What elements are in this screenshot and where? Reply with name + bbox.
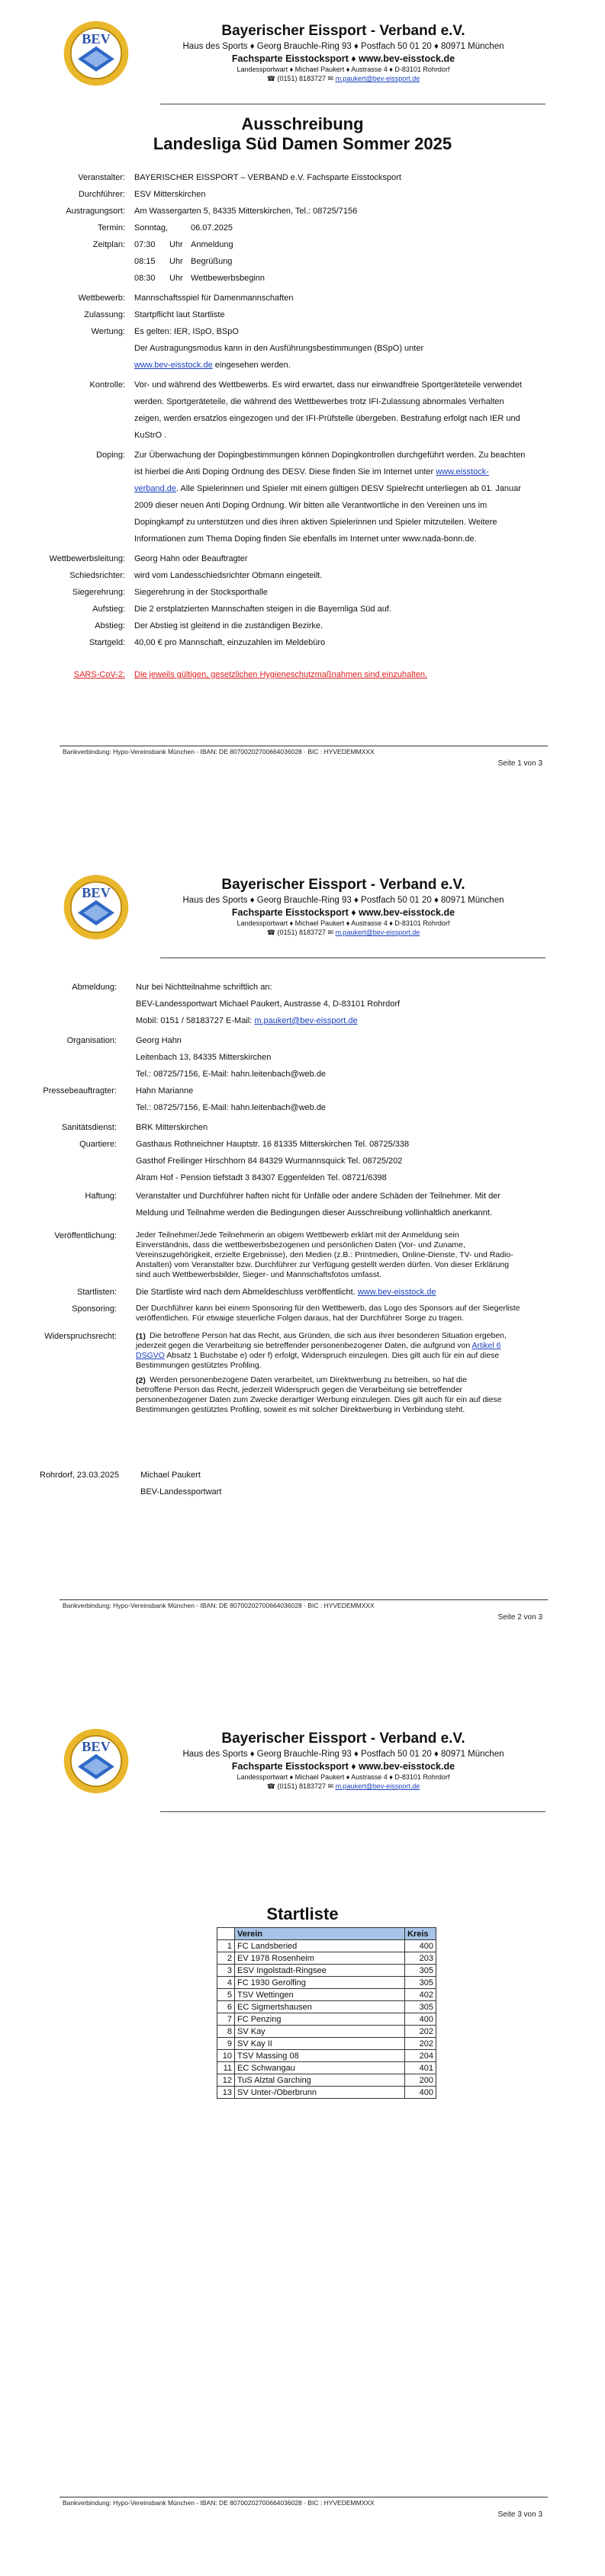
label-wertung: Wertung: — [91, 327, 125, 336]
page-1 — [0, 0, 605, 854]
table-header-verein: Verein — [235, 1928, 405, 1940]
row-number: 1 — [217, 1940, 235, 1952]
kontrolle-line: zeigen, werden ersatzlos eingezogen und der IFI-Prüfstelle übergeben. Bestrafung erfolgt nach IER und — [134, 414, 520, 423]
svg-text:BEV: BEV — [82, 885, 111, 901]
zeitplan-unit: Uhr — [169, 240, 183, 249]
row-number: 9 — [217, 2038, 235, 2050]
veroeff-line: Jeder Teilnehmer/Jede Teilnehmerin an obigem Wettbewerb erklärt mit der Anmeldung sein — [136, 1230, 459, 1240]
footer-bank: Bankverbindung: Hypo-Vereinsbank München - IBAN: DE 80700202700664036028 · BIC : HYVEDEMMXXX — [63, 1602, 375, 1609]
zeitplan-unit: Uhr — [169, 274, 183, 283]
zeitplan-time: 08:30 — [134, 274, 156, 283]
value-abstieg: Der Abstieg ist gleitend in die zuständigen Bezirke. — [134, 621, 323, 630]
row-verein: ESV Ingolstadt-Ringsee — [235, 1965, 405, 1977]
doping-line: Zur Überwachung der Dopingbestimmungen können Dopingkontrollen durchgeführt werden. Zu beachten — [134, 451, 526, 460]
header-divider — [160, 1811, 545, 1812]
row-kreis: 400 — [405, 2087, 436, 2099]
page-number: Seite 3 von 3 — [497, 2510, 542, 2519]
dsgvo-link[interactable]: Artikel 6 — [471, 1341, 501, 1350]
widerspruch-line: Die betroffene Person hat das Recht, aus Gründen, die sich aus ihrer besonderen Situation ergeben, — [150, 1331, 507, 1340]
page-number: Seite 1 von 3 — [497, 759, 542, 768]
row-number: 4 — [217, 1977, 235, 1989]
widerspruch2-line: personenbezogener Daten zum Zwecke derartiger Werbung einzulegen. Dies gilt auch für ein auf diese — [136, 1395, 502, 1404]
widerspruch2-line: Werden personenbezogene Daten verarbeitet, um Direktwerbung zu betreiben, so hat die — [150, 1375, 467, 1384]
row-verein: FC 1930 Gerolfing — [235, 1977, 405, 1989]
row-number: 8 — [217, 2026, 235, 2038]
row-kreis: 400 — [405, 1940, 436, 1952]
letterhead-contact: ☎ (0151) 8183727 ✉ m.paukert@bev-eissport.de — [266, 75, 420, 82]
place-date: Rohrdorf, 23.03.2025 — [40, 1471, 119, 1480]
widerspruch-line: jederzeit gegen die Verarbeitung sie betreffender personenbezogener Daten, die aufgrund von Artikel 6 — [136, 1341, 501, 1350]
doc-subtitle: Landesliga Süd Damen Sommer 2025 — [153, 134, 452, 153]
label-widerspruch: Widerspruchsrecht: — [44, 1332, 117, 1341]
row-number: 3 — [217, 1965, 235, 1977]
value-startlisten: Die Startliste wird nach dem Abmeldeschluss veröffentlicht. www.bev-eisstock.de — [136, 1288, 436, 1297]
footer-divider — [60, 1599, 548, 1600]
row-verein: EV 1978 Rosenheim — [235, 1952, 405, 1965]
page-2 — [0, 854, 605, 1708]
value-startgeld: 40,00 € pro Mannschaft, einzuzahlen im Meldebüro — [134, 638, 326, 647]
eisstock-verband-link[interactable]: www.eisstock- — [436, 467, 489, 476]
label-austragungsort: Austragungsort: — [66, 207, 125, 216]
page-3 — [0, 1708, 605, 2562]
label-doping: Doping: — [96, 451, 125, 460]
row-kreis: 401 — [405, 2062, 436, 2074]
value-zulassung: Startpflicht laut Startliste — [134, 310, 225, 319]
veroeff-line: sind auch Wettbewerbsbilder, Sieger- und Mannschaftsfotos umfasst. — [136, 1270, 381, 1279]
label-sars: SARS-CoV-2: — [73, 670, 125, 679]
dsgvo-link-2[interactable]: DSGVO — [136, 1351, 165, 1360]
label-presse: Pressebeauftragter: — [43, 1086, 117, 1096]
row-kreis: 305 — [405, 1977, 436, 1989]
letterhead-dept: Fachsparte Eisstocksport ♦ www.bev-eisstock.de — [231, 53, 455, 64]
zeitplan-item: Wettbewerbsbeginn — [191, 274, 265, 283]
widerspruch2-line: Bestimmungen gestütztes Profiling, soweit es mit solcher Direktwerbung in Verbindung steht. — [136, 1405, 465, 1414]
footer-bank: Bankverbindung: Hypo-Vereinsbank München - IBAN: DE 80700202700664036028 · BIC : HYVEDEMMXXX — [63, 2499, 375, 2507]
row-verein: TuS Alztal Garching — [235, 2074, 405, 2087]
letterhead — [145, 1708, 542, 1791]
label-startgeld: Startgeld: — [88, 638, 125, 647]
label-siegerehrung: Siegerehrung: — [72, 588, 125, 597]
label-organisation: Organisation: — [66, 1036, 117, 1045]
startliste-link[interactable]: www.bev-eisstock.de — [357, 1288, 436, 1297]
letterhead-sub: Landessportwart ♦ Michael Paukert ♦ Austrasse 4 ♦ D-83101 Rohrdorf — [237, 66, 450, 73]
letterhead-org: Bayerischer Eissport - Verband e.V. — [221, 1731, 465, 1747]
organisation-line: Tel.: 08725/7156, E-Mail: hahn.leitenbach@web.de — [136, 1070, 327, 1079]
bev-logo-icon — [61, 18, 131, 88]
table-row — [217, 2001, 436, 2013]
value-wertung-2: Der Austragungsmodus kann in den Ausführungsbestimmungen (BSpO) unter — [134, 344, 424, 353]
email-link[interactable]: m.paukert@bev-eissport.de — [335, 929, 420, 936]
label-sanitaet: Sanitätsdienst: — [61, 1123, 117, 1132]
widerspruch-line: DSGVO Absatz 1 Buchstabe e) oder f) erfolgt, Widerspruch einzulegen. Dies gilt auch für ein auf diese — [136, 1351, 500, 1360]
letterhead-dept: Fachsparte Eisstocksport ♦ www.bev-eisstock.de — [231, 907, 455, 918]
presse-line: Hahn Marianne — [136, 1086, 194, 1096]
paukert-email-link[interactable]: m.paukert@bev-eissport.de — [254, 1016, 358, 1025]
label-veroeffentlichung: Veröffentlichung: — [54, 1231, 117, 1240]
bev-logo-icon — [61, 1726, 131, 1796]
value-schiedsrichter: wird vom Landesschiedsrichter Obmann eingeteilt. — [134, 571, 323, 580]
row-verein: SV Kay — [235, 2026, 405, 2038]
abmeldung-line: Nur bei Nichtteilnahme schriftlich an: — [136, 983, 272, 992]
quartier-line: Alram Hof - Pension tiefstadt 3 84307 Eggenfelden Tel. 08721/6398 — [136, 1173, 387, 1182]
haftung-line: Veranstalter und Durchführer haften nicht für Unfälle oder andere Schäden der Teilnehmer. Mit der — [136, 1192, 500, 1201]
abmeldung-mobil: Mobil: 0151 / 58183727 E-Mail: m.paukert@bev-eissport.de — [136, 1016, 358, 1025]
widerspruch-line: Bestimmungen gestütztes Profiling. — [136, 1361, 262, 1370]
row-verein: SV Unter-/Oberbrunn — [235, 2087, 405, 2099]
row-kreis: 204 — [405, 2050, 436, 2062]
row-verein: TSV Massing 08 — [235, 2050, 405, 2062]
row-kreis: 202 — [405, 2038, 436, 2050]
label-quartiere: Quartiere: — [79, 1140, 117, 1149]
value-veranstalter: BAYERISCHER EISSPORT – VERBAND e.V. Fachsparte Eisstocksport — [134, 173, 401, 182]
label-schiedsrichter: Schiedsrichter: — [69, 571, 125, 580]
label-veranstalter: Veranstalter: — [78, 173, 125, 182]
row-number: 5 — [217, 1989, 235, 2001]
value-wettbewerbsleitung: Georg Hahn oder Beauftragter — [134, 554, 248, 563]
letterhead-sub: Landessportwart ♦ Michael Paukert ♦ Austrasse 4 ♦ D-83101 Rohrdorf — [237, 919, 450, 927]
label-wettbewerb: Wettbewerb: — [78, 294, 125, 303]
label-termin: Termin: — [97, 223, 125, 233]
label-startlisten: Startlisten: — [77, 1288, 117, 1297]
row-kreis: 200 — [405, 2074, 436, 2087]
row-kreis: 202 — [405, 2026, 436, 2038]
row-number: 12 — [217, 2074, 235, 2087]
kontrolle-line: Vor- und während des Wettbewerbs. Es wird erwartet, dass nur einwandfreie Sportgeräteteile verwendet — [134, 380, 522, 390]
page-number: Seite 2 von 3 — [497, 1613, 542, 1622]
value-wertung: Es gelten: IER, ISpO, BSpO — [134, 327, 239, 336]
signer-name: Michael Paukert — [140, 1471, 201, 1480]
presse-line: Tel.: 08725/7156, E-Mail: hahn.leitenbach@web.de — [136, 1103, 327, 1112]
table-header-num — [217, 1928, 235, 1940]
svg-text:BEV: BEV — [82, 31, 111, 47]
row-number: 2 — [217, 1952, 235, 1965]
doping-line: 2009 dieser neuen Anti Doping Ordnung. Wir bitten alle Verantwortliche in den Vereinen uns im — [134, 501, 488, 510]
letterhead-org: Bayerischer Eissport - Verband e.V. — [221, 877, 465, 893]
value-sars: Die jeweils gültigen, gesetzlichen Hygieneschutzmaßnahmen sind einzuhalten. — [134, 670, 427, 679]
widerspruch-num-1: (1) — [136, 1332, 146, 1341]
table-row — [217, 1977, 436, 1989]
row-kreis: 400 — [405, 2013, 436, 2026]
letterhead-address: Haus des Sports ♦ Georg Brauchle-Ring 93 ♦ Postfach 50 01 20 ♦ 80971 München — [182, 1750, 504, 1759]
table-row — [217, 1940, 436, 1952]
letterhead — [145, 854, 542, 937]
row-kreis: 305 — [405, 2001, 436, 2013]
svg-text:BEV: BEV — [82, 1739, 111, 1755]
termin-day: Sonntag, — [134, 223, 169, 233]
table-row — [217, 2038, 436, 2050]
table-row — [217, 2074, 436, 2087]
sponsoring-line: Der Durchführer kann bei einem Sponsoring für den Wettbewerb, das Logo des Sponsors auf der Siegerliste — [136, 1304, 520, 1313]
quartier-line: Gasthof Freilinger Hirschhorn 84 84329 Wurmannsquick Tel. 08725/202 — [136, 1156, 403, 1166]
value-siegerehrung: Siegerehrung in der Stocksporthalle — [134, 588, 268, 597]
row-verein: FC Penzing — [235, 2013, 405, 2026]
email-link[interactable]: m.paukert@bev-eissport.de — [335, 75, 420, 82]
row-number: 10 — [217, 2050, 235, 2062]
label-wettbewerbsleitung: Wettbewerbsleitung: — [49, 554, 125, 563]
letterhead-contact: ☎ (0151) 8183727 ✉ m.paukert@bev-eissport.de — [266, 929, 420, 936]
value-wertung-3: www.bev-eisstock.de eingesehen werden. — [134, 361, 291, 370]
abmeldung-line: BEV-Landessportwart Michael Paukert, Austrasse 4, D-83101 Rohrdorf — [136, 999, 401, 1009]
signer-role: BEV-Landessportwart — [140, 1487, 222, 1497]
letterhead-address: Haus des Sports ♦ Georg Brauchle-Ring 93 ♦ Postfach 50 01 20 ♦ 80971 München — [182, 896, 504, 905]
table-row — [217, 1989, 436, 2001]
kontrolle-line: KuStrO . — [134, 431, 167, 440]
eisstock-verband-link-2[interactable]: verband.de — [134, 484, 177, 493]
label-haftung: Haftung: — [85, 1192, 117, 1201]
letterhead-contact: ☎ (0151) 8183727 ✉ m.paukert@bev-eissport.de — [266, 1782, 420, 1790]
letterhead-sub: Landessportwart ♦ Michael Paukert ♦ Austrasse 4 ♦ D-83101 Rohrdorf — [237, 1773, 450, 1781]
value-aufstieg: Die 2 erstplatzierten Mannschaften steigen in die Bayernliga Süd auf. — [134, 605, 391, 614]
startliste-table — [217, 1927, 436, 2099]
sponsoring-line: veröffentlichen. Für etwaige steuerliche Folgen daraus, hat der Durchführer Sorge zu tragen. — [136, 1314, 464, 1323]
zeitplan-unit: Uhr — [169, 257, 183, 266]
haftung-line: Meldung und Teilnahme werden die Bedingungen dieser Ausschreibung vollinhaltlich anerkannt. — [136, 1208, 493, 1217]
veroeff-line: Vereinszugehörigkeit, erzielte Ergebnisse), den Medien (z.B.: Printmedien, Online-Dienste, TV- und Radio- — [136, 1250, 513, 1259]
doping-line: Dopingkampf zu unterstützen und dies ihren aktiven Spielerinnen und Spieler mitzuteilen. Weitere — [134, 518, 497, 527]
bev-logo-icon — [61, 872, 131, 942]
row-kreis: 203 — [405, 1952, 436, 1965]
letterhead-address: Haus des Sports ♦ Georg Brauchle-Ring 93 ♦ Postfach 50 01 20 ♦ 80971 München — [182, 42, 504, 51]
value-sanitaet: BRK Mitterskirchen — [136, 1123, 208, 1132]
table-header-kreis: Kreis — [405, 1928, 436, 1940]
table-row — [217, 2013, 436, 2026]
startliste-title: Startliste — [266, 1904, 339, 1923]
doc-title: Ausschreibung — [241, 114, 364, 133]
organisation-line: Leitenbach 13, 84335 Mitterskirchen — [136, 1053, 272, 1062]
row-number: 11 — [217, 2062, 235, 2074]
widerspruch-num-2: (2) — [136, 1376, 146, 1385]
letterhead-dept: Fachsparte Eisstocksport ♦ www.bev-eisstock.de — [231, 1761, 455, 1772]
zeitplan-item: Begrüßung — [191, 257, 233, 266]
label-abstieg: Abstieg: — [95, 621, 125, 630]
table-header-row — [217, 1928, 436, 1940]
zeitplan-item: Anmeldung — [191, 240, 233, 249]
veroeff-line: Einverständnis, dass die wettbewerbsbezogenen und persönlichen Daten (Vor- und Zuname, — [136, 1240, 465, 1250]
doping-line: verband.de. Alle Spielerinnen und Spieler mit einem gültigen DESV Spielrecht unterliegen ab 01. Januar — [134, 484, 521, 493]
kontrolle-line: werden. Sportgeräteteile, die während des Wettbewerbes trotz IFI-Zulassung abnormales Verhalten — [134, 397, 504, 406]
row-verein: TSV Wettingen — [235, 1989, 405, 2001]
bev-eisstock-link[interactable]: www.bev-eisstock.de — [134, 361, 213, 370]
label-zeitplan: Zeitplan: — [92, 240, 125, 249]
row-verein: EC Schwangau — [235, 2062, 405, 2074]
row-verein: SV Kay II — [235, 2038, 405, 2050]
widerspruch2-line: betroffene Person das Recht, jederzeit Widerspruch gegen die Verarbeitung sie betreffender — [136, 1385, 463, 1394]
label-zulassung: Zulassung: — [84, 310, 125, 319]
row-kreis: 402 — [405, 1989, 436, 2001]
value-wettbewerb: Mannschaftsspiel für Damenmannschaften — [134, 294, 294, 303]
label-sponsoring: Sponsoring: — [72, 1304, 117, 1314]
row-kreis: 305 — [405, 1965, 436, 1977]
label-abmeldung: Abmeldung: — [72, 983, 117, 992]
veroeff-line: Anstalten) vom Veranstalter bzw. Durchführer zur Verfügung gestellt werden dürfen. Von dieser Erklärung — [136, 1260, 510, 1269]
table-row — [217, 2087, 436, 2099]
letterhead-org: Bayerischer Eissport - Verband e.V. — [221, 23, 465, 39]
label-aufstieg: Aufstieg: — [92, 605, 125, 614]
doping-line: ist hierbei die Anti Doping Ordnung des DESV. Diese finden Sie im Internet unter www.eisstock- — [134, 467, 489, 476]
value-austragungsort: Am Wassergarten 5, 84335 Mitterskirchen, Tel.: 08725/7156 — [134, 207, 358, 216]
row-number: 6 — [217, 2001, 235, 2013]
label-durchfuehrer: Durchführer: — [78, 190, 125, 199]
quartier-line: Gasthaus Rothneichner Hauptstr. 16 81335 Mitterskirchen Tel. 08725/338 — [136, 1140, 410, 1149]
footer-bank: Bankverbindung: Hypo-Vereinsbank München - IBAN: DE 80700202700664036028 · BIC : HYVEDEMMXXX — [63, 748, 375, 755]
row-number: 7 — [217, 2013, 235, 2026]
table-row — [217, 1965, 436, 1977]
row-verein: EC Sigmertshausen — [235, 2001, 405, 2013]
table-row — [217, 1952, 436, 1965]
row-number: 13 — [217, 2087, 235, 2099]
value-durchfuehrer: ESV Mitterskirchen — [134, 190, 206, 199]
zeitplan-time: 07:30 — [134, 240, 156, 249]
zeitplan-time: 08:15 — [134, 257, 156, 266]
email-link[interactable]: m.paukert@bev-eissport.de — [335, 1782, 420, 1790]
table-row — [217, 2062, 436, 2074]
letterhead — [145, 0, 542, 83]
termin-date: 06.07.2025 — [191, 223, 233, 233]
doping-line: Informationen zum Thema Doping finden Sie ebenfalls im Internet unter www.nada-bonn.de. — [134, 534, 477, 544]
table-row — [217, 2026, 436, 2038]
organisation-line: Georg Hahn — [136, 1036, 182, 1045]
label-kontrolle: Kontrolle: — [89, 380, 125, 390]
table-row — [217, 2050, 436, 2062]
row-verein: FC Landsberied — [235, 1940, 405, 1952]
